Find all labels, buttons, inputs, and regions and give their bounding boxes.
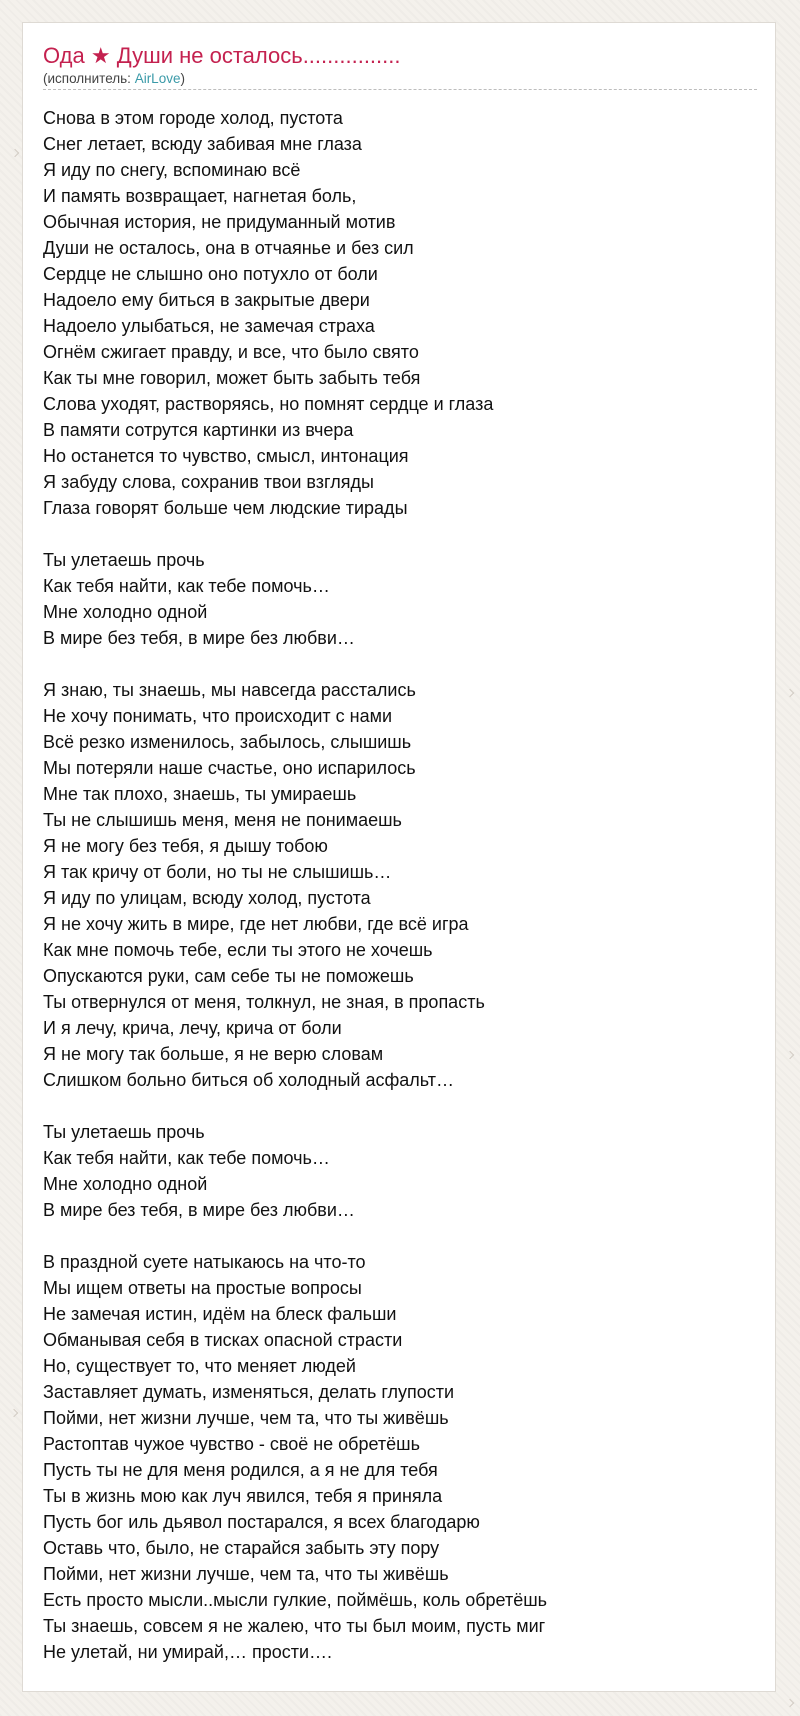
lyric-line: Не замечая истин, идём на блеск фальши — [43, 1304, 397, 1324]
lyrics-card — [22, 22, 776, 1692]
stanza-break — [43, 521, 757, 547]
lyric-line: В мире без тебя, в мире без любви… — [43, 1200, 355, 1220]
performer-suffix: ) — [180, 71, 185, 86]
performer-prefix: (исполнитель: — [43, 71, 135, 86]
lyric-line: Надоело ему биться в закрытые двери — [43, 290, 370, 310]
lyric-line: В праздной суете натыкаюсь на что-то — [43, 1252, 366, 1272]
lyric-line: Ты в жизнь мою как луч явился, тебя я приняла — [43, 1486, 443, 1506]
lyric-line: Мы ищем ответы на простые вопросы — [43, 1278, 362, 1298]
lyric-line: Мне холодно одной — [43, 602, 208, 622]
lyric-line: Пусть ты не для меня родился, а я не для тебя — [43, 1460, 438, 1480]
lyric-line: Есть просто мысли..мысли гулкие, поймёшь, коль обретёшь — [43, 1590, 548, 1610]
lyric-line: Обманывая себя в тисках опасной страсти — [43, 1330, 403, 1350]
lyric-line: Не улетай, ни умирай,… прости…. — [43, 1642, 333, 1662]
lyric-line: Но останется то чувство, смысл, интонация — [43, 446, 409, 466]
lyric-line: Ты отвернулся от меня, толкнул, не зная, в пропасть — [43, 992, 485, 1012]
lyric-line: Огнём сжигает правду, и все, что было свято — [43, 342, 419, 362]
stanza-break — [43, 1223, 757, 1249]
lyric-line: Как мне помочь тебе, если ты этого не хочешь — [43, 940, 433, 960]
page-decoration — [786, 689, 794, 697]
lyric-line: Ты улетаешь прочь — [43, 1122, 205, 1142]
lyric-line: Пусть бог иль дьявол постарался, я всех благодарю — [43, 1512, 480, 1532]
lyric-line: Мне холодно одной — [43, 1174, 208, 1194]
lyric-line: Я забуду слова, сохранив твои взгляды — [43, 472, 374, 492]
song-artist: Ода — [43, 43, 85, 68]
lyric-line: Ты знаешь, совсем я не жалею, что ты был моим, пусть миг — [43, 1616, 546, 1636]
lyric-line: Растоптав чужое чувство - своё не обретёшь — [43, 1434, 420, 1454]
lyric-line: Ты не слышишь меня, меня не понимаешь — [43, 810, 402, 830]
lyric-line: Я так кричу от боли, но ты не слышишь… — [43, 862, 392, 882]
lyric-line: И память возвращает, нагнетая боль, — [43, 186, 357, 206]
lyric-line: Как ты мне говорил, может быть забыть тебя — [43, 368, 421, 388]
lyric-line: Слишком больно биться об холодный асфальт… — [43, 1070, 454, 1090]
lyric-line: Оставь что, было, не старайся забыть эту пору — [43, 1538, 440, 1558]
lyric-line: Как тебя найти, как тебе помочь… — [43, 1148, 330, 1168]
star-icon: ★ — [90, 43, 111, 68]
lyric-line: В памяти сотрутся картинки из вчера — [43, 420, 354, 440]
lyric-line: Как тебя найти, как тебе помочь… — [43, 576, 330, 596]
lyric-line: Мы потеряли наше счастье, оно испарилось — [43, 758, 416, 778]
song-title: Души не осталось................ — [116, 43, 401, 68]
lyric-line: Пойми, нет жизни лучше, чем та, что ты живёшь — [43, 1408, 449, 1428]
page-decoration — [11, 149, 19, 157]
lyric-line: Ты улетаешь прочь — [43, 550, 205, 570]
lyric-line: Заставляет думать, изменяться, делать глупости — [43, 1382, 455, 1402]
lyric-line: Не хочу понимать, что происходит с нами — [43, 706, 393, 726]
lyric-line: Души не осталось, она в отчаянье и без сил — [43, 238, 414, 258]
lyric-line: Слова уходят, растворяясь, но помнят сердце и глаза — [43, 394, 494, 414]
page-decoration — [786, 1699, 794, 1707]
lyric-line: В мире без тебя, в мире без любви… — [43, 628, 355, 648]
lyric-line: Я иду по улицам, всюду холод, пустота — [43, 888, 371, 908]
lyric-line: Я знаю, ты знаешь, мы навсегда расстались — [43, 680, 416, 700]
stanza-break — [43, 651, 757, 677]
lyric-line: Я не хочу жить в мире, где нет любви, где всё игра — [43, 914, 469, 934]
lyric-line: Опускаются руки, сам себе ты не поможешь — [43, 966, 414, 986]
lyric-line: Я иду по снегу, вспоминаю всё — [43, 160, 301, 180]
performer-link[interactable]: AirLove — [134, 71, 181, 86]
performer-line — [43, 71, 757, 87]
lyric-line: Снег летает, всюду забивая мне глаза — [43, 134, 362, 154]
page-decoration — [786, 1051, 794, 1059]
lyric-line: Пойми, нет жизни лучше, чем та, что ты живёшь — [43, 1564, 449, 1584]
lyric-line: Но, существует то, что меняет людей — [43, 1356, 356, 1376]
song-header — [43, 41, 757, 90]
page-title — [43, 41, 757, 71]
lyrics-text — [43, 105, 757, 1665]
stanza-break — [43, 1093, 757, 1119]
lyric-line: Я не могу так больше, я не верю словам — [43, 1044, 384, 1064]
lyric-line: Глаза говорят больше чем людские тирады — [43, 498, 408, 518]
lyric-line: Надоело улыбаться, не замечая страха — [43, 316, 375, 336]
lyric-line: Всё резко изменилось, забылось, слышишь — [43, 732, 412, 752]
lyric-line: Обычная история, не придуманный мотив — [43, 212, 396, 232]
lyric-line: Я не могу без тебя, я дышу тобою — [43, 836, 328, 856]
lyric-line: И я лечу, крича, лечу, крича от боли — [43, 1018, 342, 1038]
lyric-line: Снова в этом городе холод, пустота — [43, 108, 343, 128]
lyric-line: Мне так плохо, знаешь, ты умираешь — [43, 784, 357, 804]
page-decoration — [10, 1409, 18, 1417]
lyric-line: Сердце не слышно оно потухло от боли — [43, 264, 378, 284]
